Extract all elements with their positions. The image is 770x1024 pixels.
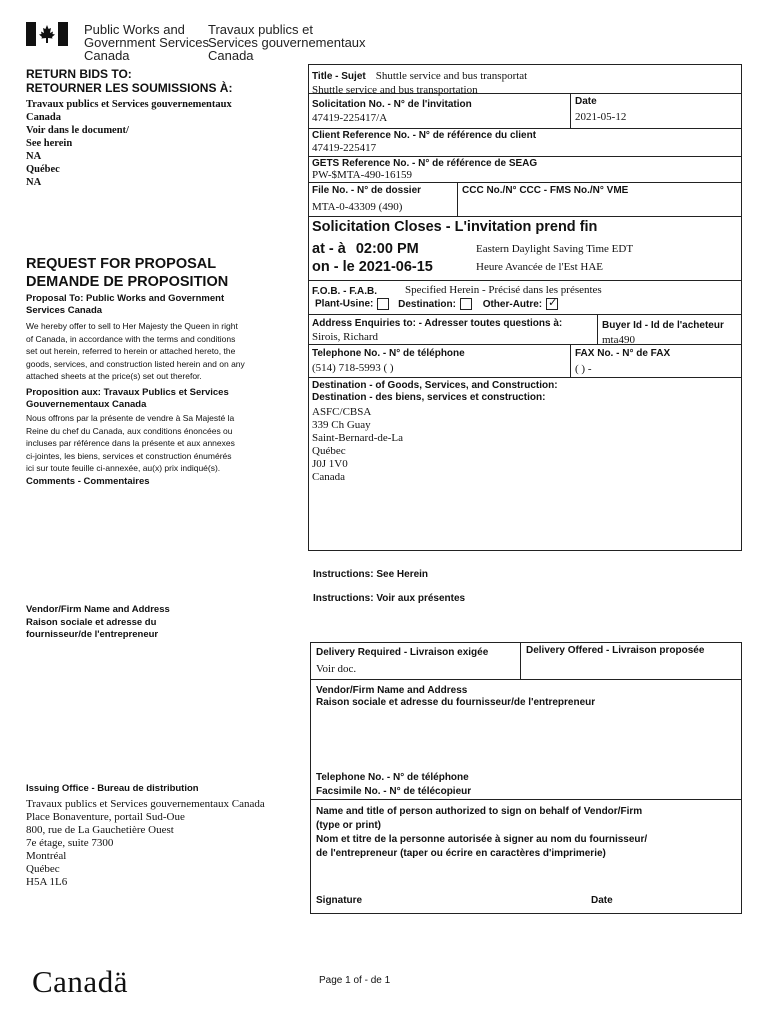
header-fr-line: Travaux publics et [208,22,314,37]
destination-label-en: Destination - of Goods, Services, and Construction: [312,380,558,391]
fob-label: F.O.B. - F.A.B. [312,286,377,297]
return-bids-en: RETURN BIDS TO: [26,67,132,81]
vendor-name-en: Vendor/Firm Name and Address [26,604,170,615]
header-french [208,23,366,62]
file-label: File No. - N° de dossier [312,185,422,196]
fax-label: FAX No. - N° de FAX [575,348,671,359]
page-number: Page 1 of - de 1 [319,975,391,986]
signature-date-label: Date [591,895,613,906]
canada-wordmark: Canadä [32,964,128,999]
return-address-line: See herein [26,138,73,149]
solicitation-value: 47419-225417/A [312,112,388,124]
proposal-to-text-line: We hereby offer to sell to Her Majesty the Queen in right [26,321,238,331]
destination-address-line: Saint-Bernard-de-La [312,432,404,444]
proposal-to-text-line: of Canada, in accordance with the terms and conditions [26,333,236,344]
on-label: on - le [312,259,355,275]
vendor-phone-labels [316,771,471,799]
delivery-required-label: Delivery Required - Livraison exigée [316,647,489,658]
signer-label-line: Nom et titre de la personne autorisée à signer au nom du fournisseur/ [316,834,648,845]
proposition-text-line: ici sur toute feuille ci-annexée, au(x) prix indiqué(s). [26,463,221,473]
fob-options [315,298,558,311]
issuing-address-line: 800, rue de La Gauchetière Ouest [26,824,174,836]
closes-label: Solicitation Closes - L'invitation prend fin [312,219,598,235]
rfp-fr: DEMANDE DE PROPOSITION [26,274,229,290]
header-fr-line: Canada [208,48,254,63]
date-value: 2021-05-12 [575,111,627,123]
return-address-line: Canada [26,112,62,123]
header-en-line: Canada [84,48,130,63]
buyer-value: mta490 [602,334,635,346]
header-fr-line: Services gouvernementaux [208,35,366,50]
proposal-to: Proposal To: Public Works and Government Services Canada [26,293,225,316]
proposal-to-text-line: set out herein, referred to herein or attached hereto, the [26,346,236,356]
issuing-address-line: Montréal [26,850,67,862]
check-icon: ✓ [548,296,558,309]
signer-label-line: Name and title of person authorized to sign on behalf of Vendor/Firm [316,806,643,817]
header-en-line: Government Services [84,35,209,50]
rfp-heading [26,255,228,291]
destination-address-line: 339 Ch Guay [312,419,371,431]
return-address-line: Québec [26,164,60,175]
vendor-firm-en: Vendor/Firm Name and Address [316,685,468,696]
return-bids-heading [26,67,232,95]
delivery-offered-label: Delivery Offered - Livraison proposée [526,645,705,656]
plant-checkbox[interactable] [377,298,389,310]
other-label: Other-Autre: [482,298,543,310]
client-ref-value: 47419-225417 [312,142,377,154]
destination-heading [312,380,558,404]
instructions-fr: Instructions: Voir aux présentes [313,593,466,604]
destination-address-line: Québec [312,445,346,457]
at-label: at - à [312,241,346,257]
rfp-en: REQUEST FOR PROPOSAL [26,256,217,272]
signature-label: Signature [316,895,363,906]
vendor-telephone-label: Telephone No. - N° de téléphone [316,772,469,783]
issuing-address-line: Québec [26,863,60,875]
issuing-office-label: Issuing Office - Bureau de distribution [26,783,199,794]
header-en-line: Public Works and [84,22,185,37]
comments-label: Comments - Commentaires [26,476,150,487]
signer-name-input[interactable] [316,864,736,890]
title-label: Title - Sujet [312,71,366,82]
file-value: MTA-0-43309 (490) [312,201,403,213]
timezone-en: Eastern Daylight Saving Time EDT [476,243,634,255]
proposal-to-text-line: attached sheets at the price(s) set out therefor. [26,371,202,381]
vendor-firm-input[interactable] [316,712,736,762]
return-address-line: Travaux publics et Services gouvernementaux [26,99,232,110]
vendor-name-fr: fournisseur/de l'entrepreneur [26,629,159,640]
return-address [26,98,232,189]
destination-label-fr: Destination - des biens, services et construction: [312,392,546,403]
signer-label-line: (type or print) [316,820,381,831]
fax-value: ( ) - [575,363,592,375]
proposition-text-line: Nous offrons par la présente de vendre à Sa Majesté la [26,413,235,423]
issuing-address-line: H5A 1L6 [26,876,68,888]
vendor-facsimile-label: Facsimile No. - N° de télécopieur [316,786,472,797]
gets-value: PW-$MTA-490-16159 [312,169,412,181]
destination-address-line: Canada [312,471,345,483]
issuing-address-line: 7e étage, suite 7300 [26,837,114,849]
title-value-full: Shuttle service and bus transportation [312,84,478,96]
plant-label: Plant-Usine: [315,298,374,310]
issuing-address [26,798,265,889]
header-english [84,23,209,62]
vendor-firm-right [316,685,595,709]
closing-date-value: 2021-06-15 [358,259,433,275]
telephone-label: Telephone No. - N° de téléphone [312,348,465,359]
destination-label: Destination: [398,298,456,310]
proposition-text-line: Reine du chef du Canada, aux conditions énoncées ou [26,425,233,436]
address-enquiries-value: Sirois, Richard [312,331,378,343]
date-label: Date [575,96,597,107]
buyer-label: Buyer Id - Id de l'acheteur [602,320,724,331]
vendor-name-left [26,604,170,642]
fob-value: Specified Herein - Précisé dans les présentes [405,284,602,296]
other-checkbox[interactable] [546,298,558,310]
telephone-value: (514) 718-5993 ( ) [312,362,394,374]
proposal-to-text [26,320,245,383]
closing-time-value: 02:00 PM [355,241,419,257]
closing-time [312,240,433,276]
vendor-name-fr: Raison sociale et adresse du [26,616,157,628]
address-enquiries-label: Address Enquiries to: - Adresser toutes questions à: [312,318,563,329]
proposition-text-line: ci-jointes, les biens, services et construction énumérés [26,450,232,461]
proposition-aux: Proposition aux: Travaux Publics et Services Gouvernementaux Canada [26,387,229,410]
timezone-fr: Heure Avancée de l'Est HAE [476,261,604,273]
solicitation-label: Solicitation No. - N° de l'invitation [312,99,472,110]
proposition-text-line: incluses par référence dans la présente et aux annexes [26,438,235,448]
delivery-required-value: Voir doc. [316,663,357,675]
title-value: Shuttle service and bus transportat [375,70,528,82]
signer-label-line: de l'entrepreneur (taper ou écrire en caractères d'imprimerie) [316,848,606,859]
instructions-en: Instructions: See Herein [313,569,429,580]
return-address-line: NA [26,151,42,162]
gets-label: GETS Reference No. - N° de référence de SEAG [312,158,538,169]
vendor-firm-fr: Raison sociale et adresse du fournisseur/de l'entrepreneur [316,697,596,708]
issuing-address-line: Place Bonaventure, portail Sud-Oue [26,811,185,823]
client-ref-label: Client Reference No. - N° de référence du client [312,130,537,141]
destination-checkbox[interactable] [460,298,472,310]
destination-address-line: ASFC/CBSA [312,406,372,418]
destination-address-line: J0J 1V0 [312,458,348,470]
destination-address [312,406,403,484]
proposition-text [26,412,235,475]
ccc-label: CCC No./N° CCC - FMS No./N° VME [462,185,629,196]
return-address-line: Voir dans le document/ [26,125,129,136]
authorized-signer-labels [316,805,647,861]
canada-flag-logo [26,22,68,46]
return-address-line: NA [26,177,42,188]
issuing-address-line: Travaux publics et Services gouvernementaux Canada [26,798,265,810]
return-bids-fr: RETOURNER LES SOUMISSIONS À: [26,81,233,95]
proposal-to-text-line: goods, services, and construction listed herein and on any [26,358,245,369]
